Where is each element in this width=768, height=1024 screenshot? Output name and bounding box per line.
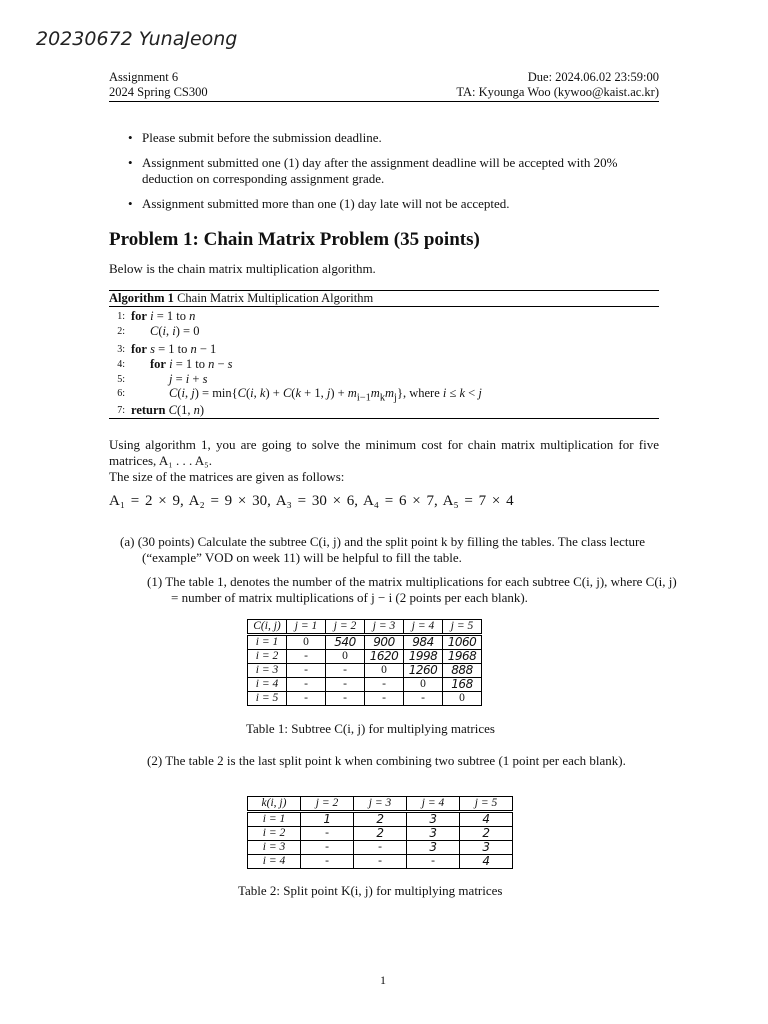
column-header: j = 5 [460,797,513,812]
line-number: 4: [117,359,125,370]
table-cell: - [407,855,460,869]
table-1-caption: Table 1: Subtree C(i, j) for multiplying matrices [246,721,495,736]
course-term: 2024 Spring CS300 [109,85,208,99]
handwritten-answer: 3 [460,841,513,855]
table-cell: - [301,841,354,855]
table-cell: - [287,692,326,706]
algorithm-code: C(i, j) = min{C(i, k) + C(k + 1, $j) + m_{i-1}m_km_j$}, where i ≤ k < j [169,386,482,404]
question-a [120,534,682,566]
algorithm-caption [109,291,373,306]
table-row [248,855,513,869]
column-header: j = 4 [404,620,443,635]
table-row [248,692,482,706]
row-header: i = 5 [248,692,287,706]
algorithm-mid-rule [109,306,659,307]
table-row [248,635,482,650]
table-row [248,812,513,827]
row-header: i = 4 [248,855,301,869]
table-cell: 0 [443,692,482,706]
handwritten-answer: 1060 [443,635,482,650]
column-header: j = 2 [326,620,365,635]
list-item: • Please submit before the submission deadline. [109,130,659,146]
handwritten-answer: 2 [354,812,407,827]
handwritten-answer: 4 [460,812,513,827]
column-header: k(i, j) [248,797,301,812]
table-cell: - [354,855,407,869]
question-label: (a) [120,534,135,549]
instructions-paragraph [109,437,659,485]
ta-contact: TA: Kyounga Woo (kywoo@kaist.ac.kr) [456,85,659,99]
table-cell: - [301,827,354,841]
table-row [248,841,513,855]
submission-rules-list [109,130,659,221]
row-header: i = 3 [248,841,301,855]
handwritten-answer: 3 [407,827,460,841]
handwritten-answer: 900 [365,635,404,650]
handwritten-answer: 888 [443,664,482,678]
table-cell: - [326,678,365,692]
list-item: • Assignment submitted one (1) day after the assignment deadline will be accepted with 20% deduction on corresponding assignment grade. [109,155,659,187]
table-cell: - [326,664,365,678]
matrix-sizes: A₁ = 2 × 9, A₂ = 9 × 30, A₃ = 30 × 6, A₄ = 6 × 7, A₅ = 7 × 4 [109,493,514,509]
row-header: i = 3 [248,664,287,678]
subtree-cost-table [247,619,482,706]
instructions-line: Using algorithm 1, you are going to solve the minimum cost for chain matrix multiplication for five matrices, A₁ . . . A₅. [109,437,659,468]
due-date: Due: 2024.06.02 23:59:00 [527,70,659,84]
handwritten-answer: 1 [301,812,354,827]
handwritten-answer: 168 [443,678,482,692]
algorithm-code: for s = 1 to n − 1 [131,342,217,356]
algorithm-code: return C(1, n) [131,403,205,417]
handwritten-answer: 1260 [404,664,443,678]
handwritten-answer: 3 [407,812,460,827]
algorithm-code: for i = 1 to n − s [150,357,233,371]
column-header: j = 5 [443,620,482,635]
table-cell: - [287,664,326,678]
question-text: (30 points) Calculate the subtree C(i, j) and the split point k by filling the tables. The class lecture (“example” VOD on week 11) will be helpful to fill the table. [137,534,646,565]
algorithm-label: Algorithm 1 [109,291,174,305]
assignment-number: Assignment 6 [109,70,179,84]
table-cell: - [354,841,407,855]
table-2-caption: Table 2: Split point K(i, j) for multiplying matrices [238,883,503,898]
table-cell: 0 [365,664,404,678]
handwritten-answer: 2 [354,827,407,841]
line-number: 2: [117,326,125,337]
table-cell: 0 [326,650,365,664]
question-2 [147,753,683,769]
line-number: 1: [117,311,125,322]
line-number: 6: [117,388,125,399]
problem-intro: Below is the chain matrix multiplication algorithm. [109,261,376,276]
handwritten-answer: 4 [460,855,513,869]
algorithm-title: Chain Matrix Multiplication Algorithm [177,291,374,305]
column-header: C(i, j) [248,620,287,635]
algorithm-code: C(i, i) = 0 [150,324,200,338]
question-label: (2) [147,753,163,768]
table-cell: 0 [404,678,443,692]
table-row [248,678,482,692]
handwritten-answer: 984 [404,635,443,650]
problem-title: Problem 1: Chain Matrix Problem (35 points) [109,229,480,250]
handwritten-answer: 3 [407,841,460,855]
handwritten-answer: 1968 [443,650,482,664]
table-cell: - [365,692,404,706]
question-text: The table 1, denotes the number of the matrix multiplications for each subtree C(i, j), where C(i, j) = number of matrix multiplications of j − i (2 points per each blank). [165,574,677,605]
header-rule [109,101,659,102]
column-header: j = 3 [354,797,407,812]
handwritten-answer: 1620 [365,650,404,664]
list-item: • Assignment submitted more than one (1) day late will not be accepted. [109,196,659,212]
table-row [248,650,482,664]
handwritten-answer: 2 [460,827,513,841]
algorithm-bottom-rule [109,418,659,419]
algorithm-code: j = i + s [169,372,208,386]
column-header: j = 1 [287,620,326,635]
table-cell: - [404,692,443,706]
row-header: i = 1 [248,635,287,650]
line-number: 7: [117,405,125,416]
page-number: 1 [380,973,386,987]
instructions-line: The size of the matrices are given as follows: [109,469,345,484]
document-header [109,70,659,100]
handwritten-answer: 540 [326,635,365,650]
line-number: 3: [117,344,125,355]
table-cell: 0 [287,635,326,650]
row-header: i = 2 [248,650,287,664]
question-text: The table 2 is the last split point k when combining two subtree (1 point per each blank). [165,753,626,768]
table-cell: - [287,650,326,664]
table-row [248,664,482,678]
question-1 [147,574,683,606]
table-cell: - [287,678,326,692]
table-cell: - [326,692,365,706]
row-header: i = 1 [248,812,301,827]
table-cell: - [301,855,354,869]
question-label: (1) [147,574,163,589]
column-header: j = 2 [301,797,354,812]
handwritten-signature: 20230672 YunaJeong [36,28,238,50]
table-cell: - [365,678,404,692]
handwritten-answer: 1998 [404,650,443,664]
table-row [248,827,513,841]
row-header: i = 4 [248,678,287,692]
split-point-table [247,796,513,869]
column-header: j = 3 [365,620,404,635]
row-header: i = 2 [248,827,301,841]
column-header: j = 4 [407,797,460,812]
algorithm-code: for i = 1 to n [131,309,196,323]
line-number: 5: [117,374,125,385]
